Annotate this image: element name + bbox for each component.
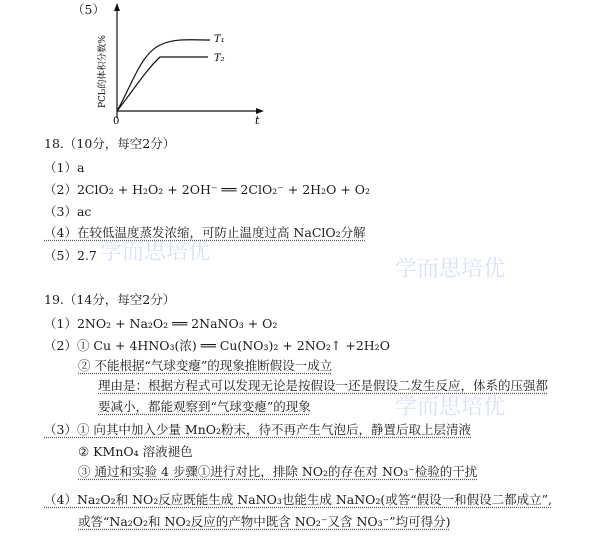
- watermark-3: 学而思培优: [395, 395, 506, 420]
- curve-t1: [117, 40, 210, 111]
- curve-t2-label: T₂: [214, 53, 225, 64]
- q19-answer-3-2: ② KMnO₄ 溶液褪色: [78, 444, 193, 459]
- q19-answer-2-2: ② 不能根据“气球变瘪”的现象推断假设一成立: [78, 358, 333, 373]
- chart-origin: 0: [113, 116, 120, 125]
- pcl3-volume-fraction-chart: [80, 0, 270, 125]
- curve-t1-label: T₁: [214, 34, 225, 45]
- q19-answer-2-1: （2）① Cu + 4HNO₃(浓) ══ Cu(NO₃)₂ + 2NO₂↑ +2H₂O: [44, 338, 390, 353]
- q19-header: 19.（14分，每空2分）: [44, 292, 176, 307]
- q17-part5-label: （5）: [72, 2, 105, 17]
- q19-answer-3-3: ③ 通过和实验 4 步骤①进行对比，排除 NO₂的存在对 NO₃⁻检验的干扰: [78, 464, 478, 479]
- q19-answer-4-2: 或答“Na₂O₂和 NO₂反应的产物中既含 NO₂⁻又含 NO₃⁻”均可得分): [78, 514, 451, 529]
- chart-xlabel: t: [255, 114, 260, 125]
- q19-answer-4-1: （4）Na₂O₂和 NO₂反应既能生成 NaNO₃也能生成 NaNO₂(或答“假设一和假设二都成立”,: [44, 492, 553, 507]
- q19-answer-2-3: 理由是：根据方程式可以发现无论是按假设一还是假设二发生反应，体系的压强都: [98, 378, 549, 393]
- watermark-2: 学而思培优: [395, 257, 506, 282]
- q18-answer-5: （5）2.7: [44, 248, 97, 263]
- q18-answer-4: （4）在较低温度蒸发浓缩，可防止温度过高 NaClO₂分解: [44, 225, 366, 240]
- q18-header: 18.（10分，每空2分）: [44, 136, 176, 151]
- q18-answer-1: （1）a: [44, 160, 85, 175]
- watermark-1: 学而思培优: [100, 240, 211, 265]
- q19-answer-3-1: （3）① 向其中加入少量 MnO₂粉末，待不再产生气泡后，静置后取上层清液: [44, 422, 472, 437]
- chart-ylabel: PCl₃的体积分数%: [98, 35, 108, 108]
- q19-answer-2-4: 要减小，都能观察到“气球变瘪”的现象: [98, 399, 311, 414]
- q18-answer-2: （2）2ClO₂ + H₂O₂ + 2OH⁻ ══ 2ClO₂⁻ + 2H₂O + O₂: [44, 182, 371, 197]
- q18-answer-3: （3）ac: [44, 204, 92, 219]
- q19-answer-1: （1）2NO₂ + Na₂O₂ ══ 2NaNO₃ + O₂: [44, 316, 278, 331]
